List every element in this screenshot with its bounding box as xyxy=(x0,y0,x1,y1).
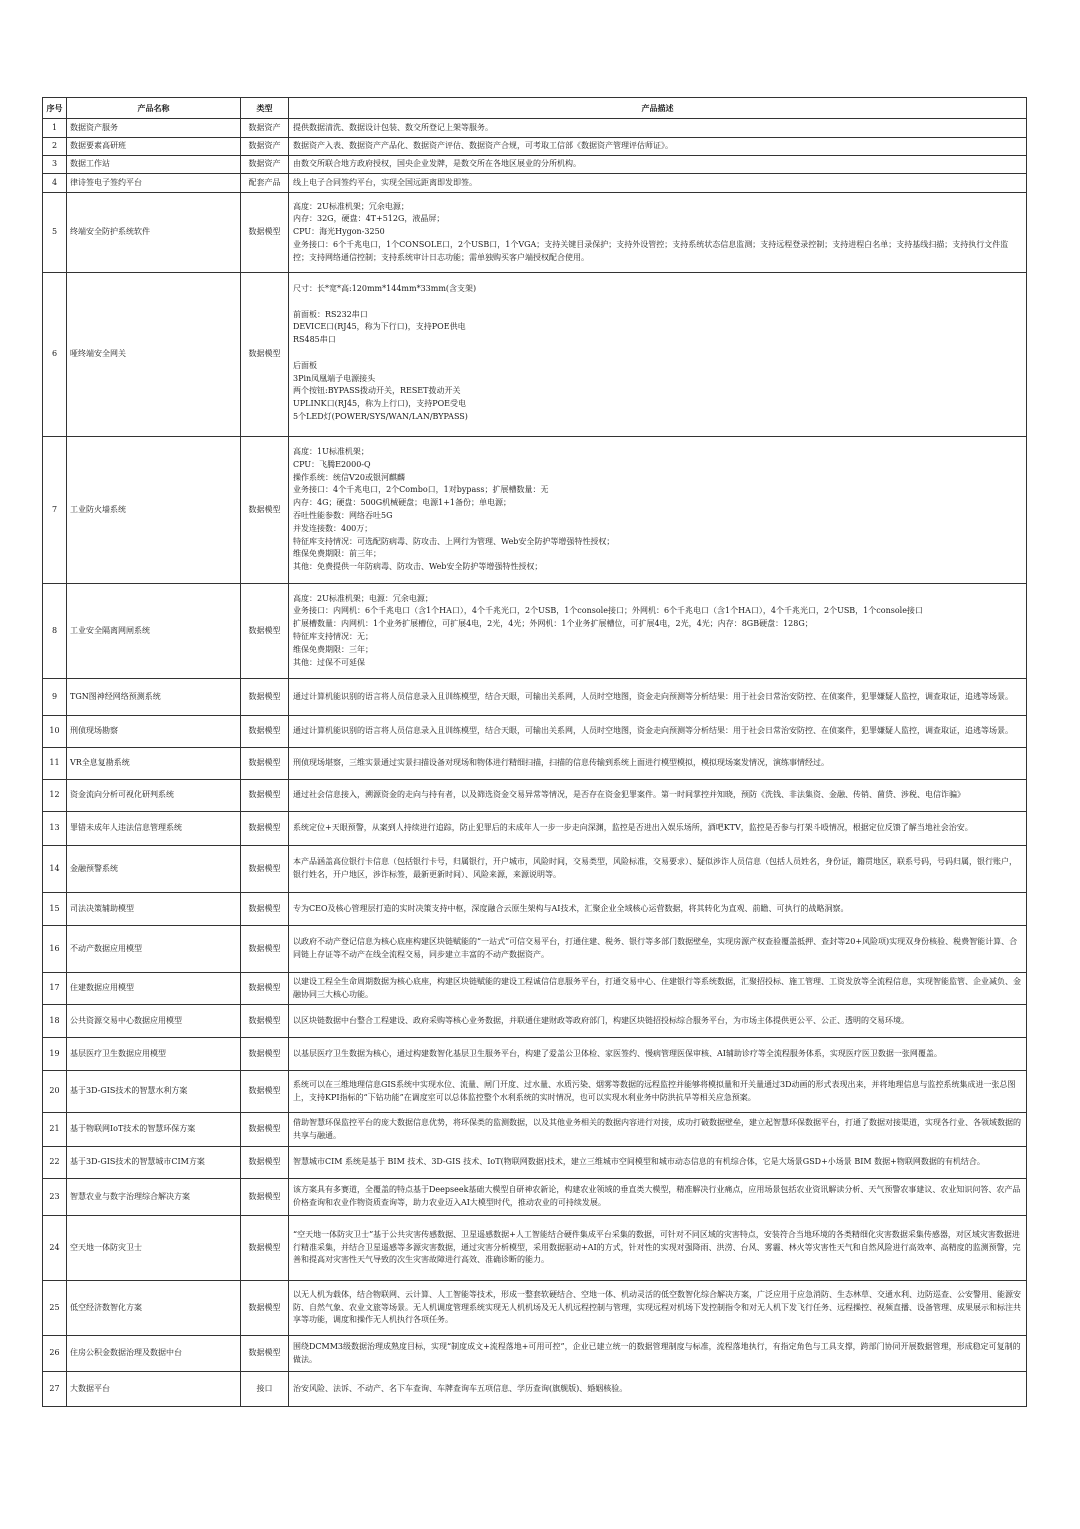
table-row xyxy=(43,1005,1027,1038)
table-row xyxy=(43,437,1027,584)
header-index: 序号 xyxy=(43,98,67,119)
row-type: 数据模型 xyxy=(241,1071,289,1113)
row-product-name: 资金流向分析可视化研判系统 xyxy=(67,780,241,812)
row-type: 数据资产 xyxy=(241,156,289,174)
row-index: 14 xyxy=(43,846,67,893)
row-description: 借助智慧环保监控平台的庞大数据信息优势，将环保类的监测数据，以及其他业务相关的数据内容进行对接，成功打破数据壁垒，建立起智慧环保数据平台，打通了数据对接渠道，实现各行业、各领域数据的共享与融通。 xyxy=(289,1113,1027,1147)
row-index: 4 xyxy=(43,174,67,193)
row-index: 2 xyxy=(43,138,67,156)
table-row xyxy=(43,1372,1027,1407)
row-type: 数据模型 xyxy=(241,748,289,780)
row-type: 数据模型 xyxy=(241,780,289,812)
row-description: 通过计算机能识别的语言将人员信息录入且训练模型，结合天眼，可输出关系网，人员时空地图，资金走向预测等分析结果：用于社会日常治安防控、在侦案件，犯罪嫌疑人监控，调查取证，追逃等场景。 xyxy=(289,716,1027,748)
table-row xyxy=(43,1147,1027,1179)
row-index: 19 xyxy=(43,1038,67,1071)
row-product-name: 律诗签电子签约平台 xyxy=(67,174,241,193)
row-type: 数据模型 xyxy=(241,1005,289,1038)
table-row xyxy=(43,138,1027,156)
row-product-name: 工业防火墙系统 xyxy=(67,437,241,584)
row-product-name: 不动产数据应用模型 xyxy=(67,926,241,973)
table-header-row xyxy=(43,98,1027,119)
row-index: 15 xyxy=(43,893,67,926)
row-type: 数据模型 xyxy=(241,1281,289,1336)
table-row xyxy=(43,193,1027,273)
row-type: 数据模型 xyxy=(241,1038,289,1071)
table-row xyxy=(43,119,1027,138)
row-index: 7 xyxy=(43,437,67,584)
row-description: 以无人机为载体，结合物联网、云计算、人工智能等技术，形成一整套软硬结合、空地一体、机动灵活的低空数智化综合解决方案，广泛应用于应急消防、生态林草、交通水利、边防巡查、公安警用、能源安防、自然气象、农业文旅等场景。无人机调度管理系统实现无人机机场及无人机远程控制与管理，实现远程对机场下发控制指令和对无人机下发飞行任务、远程操控、视频直播、设备管理、成果展示和标注共享等功能，调度和操作无人机执行各项任务。 xyxy=(289,1281,1027,1336)
header-product-name: 产品名称 xyxy=(67,98,241,119)
row-index: 20 xyxy=(43,1071,67,1113)
row-description: 高度：2U标准机架；冗余电源； 内存：32G，硬盘：4T+512G，液晶屏； CPU：海光Hygon-3250 业务接口：6个千兆电口，1个CONSOLE口，2个USB口，1个VGA；支持关键目录保护；支持外设管控；支持系统状态信息监测；支持远程登录控制；支持进程白名单；支持基线扫描；支持执行文件监控；支持网络通信控制；支持系统审计日志功能；需单独购买客户端授权配合使用。 xyxy=(289,193,1027,273)
table-row xyxy=(43,1281,1027,1336)
row-type: 数据模型 xyxy=(241,679,289,716)
product-table-document xyxy=(42,97,1026,1407)
row-description: 本产品涵盖高位银行卡信息（包括银行卡号，归属银行，开户城市，风险时间，交易类型，风险标准，交易要求）、疑似涉诈人员信息（包括人员姓名，身份证，籍贯地区，联系号码，号码归属，银行账户，银行姓名，开户地区，涉诈标签，最新更新时间）、风险来源，来源说明等。 xyxy=(289,846,1027,893)
row-description: 通过计算机能识别的语言将人员信息录入且训练模型，结合天眼，可输出关系网，人员时空地图，资金走向预测等分析结果：用于社会日常治安防控、在侦案件，犯罪嫌疑人监控，调查取证，追逃等场景。 xyxy=(289,679,1027,716)
row-index: 12 xyxy=(43,780,67,812)
row-description: 以区块链数据中台整合工程建设、政府采购等核心业务数据，并联通住建财政等政府部门，构建区块链招投标综合服务平台，为市场主体提供更公平、公正、透明的交易环境。 xyxy=(289,1005,1027,1038)
table-row xyxy=(43,156,1027,174)
table-row xyxy=(43,273,1027,437)
row-product-name: 住建数据应用模型 xyxy=(67,973,241,1005)
table-row xyxy=(43,174,1027,193)
row-product-name: 基于3D-GIS技术的智慧水利方案 xyxy=(67,1071,241,1113)
row-type: 配套产品 xyxy=(241,174,289,193)
row-description: 智慧城市CIM 系统是基于 BIM 技术、3D-GIS 技术、IoT(物联网数据)技术，建立三维城市空间模型和城市动态信息的有机综合体，它是大场景GSD+小场景 BIM 数据+物联网数据的有机结合。 xyxy=(289,1147,1027,1179)
header-type: 类型 xyxy=(241,98,289,119)
row-description: 以基层医疗卫生数据为核心，通过构建数智化基层卫生服务平台，构建了爱盖公卫体检、家医签约、慢病管理医保审核、AI辅助诊疗等全流程服务体系，实现医疗医卫数据一张网覆盖。 xyxy=(289,1038,1027,1071)
row-index: 6 xyxy=(43,273,67,437)
row-description: 通过社会信息接入，溯源资金的走向与持有者，以及筛选资金交易异常等情况，是否存在资金犯罪案件。第一时间掌控并知晓，预防《洗钱、非法集资、金融、传销、菌贷、涉税、电信诈骗》 xyxy=(289,780,1027,812)
row-product-name: 哑终端安全网关 xyxy=(67,273,241,437)
row-product-name: 公共资源交易中心数据应用模型 xyxy=(67,1005,241,1038)
row-product-name: 空天地一体防灾卫士 xyxy=(67,1216,241,1281)
row-type: 接口 xyxy=(241,1372,289,1407)
row-description: 高度：2U标准机架；电源：冗余电源； 业务接口：内网机：6个千兆电口（含1个HA口），4个千兆光口，2个USB，1个console接口；外网机：6个千兆电口（含1个HA口），4个千兆光口，2个USB，1个console接口 扩展槽数量：内网机：1个业务扩展槽位，可扩展4电，2光，4光；外网机：1个业务扩展槽位，可扩展4电，2光，4光；内存：8GB硬盘：128G； 特征库支持情况：无； 维保免费期限：三年； 其他：过保不可延保 xyxy=(289,584,1027,679)
header-description: 产品描述 xyxy=(289,98,1027,119)
row-index: 24 xyxy=(43,1216,67,1281)
row-product-name: 住房公积金数据治理及数据中台 xyxy=(67,1336,241,1372)
row-type: 数据模型 xyxy=(241,193,289,273)
table-row xyxy=(43,1216,1027,1281)
row-description: 尺寸：长*宽*高:120mm*144mm*33mm(含支架) 前面板：RS232串口 DEVICE口(RJ45，称为下行口)，支持POE供电 RS485串口 后面板 3Pin凤凰端子电源接头 两个按钮:BYPASS拨动开关，RESET拨动开关 UPLINK口(RJ45，称为上行口)，支持POE受电 5个LED灯(POWER/SYS/WAN/LAN/BYPASS) xyxy=(289,273,1027,437)
row-index: 10 xyxy=(43,716,67,748)
table-row xyxy=(43,584,1027,679)
row-product-name: 终端安全防护系统软件 xyxy=(67,193,241,273)
row-product-name: 数据工作站 xyxy=(67,156,241,174)
row-type: 数据模型 xyxy=(241,1216,289,1281)
row-description: 系统可以在三维地理信息GIS系统中实现水位、流量、闸门开度、过水量、水质污染、烟雾等数据的远程监控并能够将模拟量和开关量通过3D动画的形式表现出来，并将地理信息与监控系统集成进一张总图上，支持KPI指标的“下钻功能”在调度室可以总体监控整个水利系统的实时情况，也可以实现水利业务中防洪抗旱等相关应急预案。 xyxy=(289,1071,1027,1113)
row-type: 数据模型 xyxy=(241,437,289,584)
table-row xyxy=(43,1336,1027,1372)
table-row xyxy=(43,780,1027,812)
table-row xyxy=(43,1038,1027,1071)
row-index: 1 xyxy=(43,119,67,138)
row-description: 该方案具有多赛道，全覆盖的特点基于Deepseek基础大模型自研神农新论，构建农业领域的垂直类大模型，精准解决行业痛点，应用场景包括农业资讯解读分析、天气预警农事建议、农业知识问答、农产品价格查询和农业作物资质查询等，助力农业迈入AI大模型时代，推动农业的可持续发展。 xyxy=(289,1179,1027,1216)
table-row xyxy=(43,926,1027,973)
row-description: 以建设工程全生命周期数据为核心底座，构建区块链赋能的建设工程诚信信息服务平台，打通交易中心、住建银行等系统数据，汇聚招投标、施工管理、工资发放等全流程信息，实现智能监管、企业减负、金融协同三大核心功能。 xyxy=(289,973,1027,1005)
row-description: 治安风险、法诉、不动产、名下车查询、车牌查询车五项信息、学历查询(旗舰版)、婚姻核验。 xyxy=(289,1372,1027,1407)
row-type: 数据模型 xyxy=(241,1179,289,1216)
row-type: 数据资产 xyxy=(241,119,289,138)
row-description: 刑侦现场堪察，三维实景通过实景扫描设备对现场和物体进行精细扫描，扫描的信息传输到系统上面进行模型模拟，模拟现场案发情况，演练事情经过。 xyxy=(289,748,1027,780)
row-product-name: 基于物联网IoT技术的智慧环保方案 xyxy=(67,1113,241,1147)
row-product-name: VR全息复勘系统 xyxy=(67,748,241,780)
row-index: 21 xyxy=(43,1113,67,1147)
row-type: 数据模型 xyxy=(241,273,289,437)
table-row xyxy=(43,1113,1027,1147)
product-table xyxy=(42,97,1027,1407)
row-index: 23 xyxy=(43,1179,67,1216)
row-index: 22 xyxy=(43,1147,67,1179)
row-product-name: 数据要素高研班 xyxy=(67,138,241,156)
row-description: 系统定位+天眼预警，从案到人持续进行追踪，防止犯罪后的未成年人一步一步走向深渊，监控是否进出入娱乐场所，酒吧KTV，监控是否参与打架斗殴情况，根据定位反馈了解当地社会治安。 xyxy=(289,812,1027,846)
table-row xyxy=(43,679,1027,716)
row-product-name: 刑侦现场勘察 xyxy=(67,716,241,748)
table-row xyxy=(43,716,1027,748)
row-product-name: TGN图神经网络预测系统 xyxy=(67,679,241,716)
row-product-name: 大数据平台 xyxy=(67,1372,241,1407)
row-index: 11 xyxy=(43,748,67,780)
row-product-name: 金融预警系统 xyxy=(67,846,241,893)
row-index: 13 xyxy=(43,812,67,846)
row-index: 3 xyxy=(43,156,67,174)
row-index: 17 xyxy=(43,973,67,1005)
table-row xyxy=(43,748,1027,780)
row-index: 18 xyxy=(43,1005,67,1038)
row-product-name: 基于3D-GIS技术的智慧城市CIM方案 xyxy=(67,1147,241,1179)
row-description: “空天地一体防灾卫士”基于公共灾害传感数据、卫星遥感数据+人工智能结合硬件集成平台采集的数据，可针对不同区域的灾害特点，安装符合当地环境的各类精细化灾害数据采集传感器，对区域灾害数据进行精准采集，并结合卫星遥感等多源灾害数据，通过灾害分析模型，采用数据驱动+AI的方式，针对性的实现对强降雨、洪涝、台风、雾霾、林火等灾害性天气和自然风险进行高效率、高精度的监测预警，完善和提高对灾害性天气导致的次生灾害故障进行高效、准确诊断的能力。 xyxy=(289,1216,1027,1281)
row-product-name: 数据资产服务 xyxy=(67,119,241,138)
row-type: 数据模型 xyxy=(241,1336,289,1372)
row-type: 数据模型 xyxy=(241,812,289,846)
table-row xyxy=(43,812,1027,846)
row-description: 专为CEO及核心管理层打造的实时决策支持中枢，深度融合云原生架构与AI技术，汇聚企业全域核心运营数据，将其转化为直观、前瞻、可执行的战略洞察。 xyxy=(289,893,1027,926)
table-row xyxy=(43,973,1027,1005)
table-row xyxy=(43,1179,1027,1216)
row-description: 以政府不动产登记信息为核心底座构建区块链赋能的“一站式”可信交易平台，打通住建、税务、银行等多部门数据壁垒，实现房源产权查验覆盖抵押、查封等20+风险项)实现双身份核验、税费智能计算、合同链上存证等不动产在线全流程交易，同步建立丰富的不动产数据资产。 xyxy=(289,926,1027,973)
row-type: 数据模型 xyxy=(241,1147,289,1179)
row-product-name: 司法决策辅助模型 xyxy=(67,893,241,926)
row-description: 由数交所联合地方政府授权，国央企业发牌，是数交所在各地区展业的分所机构。 xyxy=(289,156,1027,174)
row-type: 数据模型 xyxy=(241,893,289,926)
table-row xyxy=(43,893,1027,926)
row-type: 数据模型 xyxy=(241,926,289,973)
table-row xyxy=(43,846,1027,893)
row-type: 数据模型 xyxy=(241,973,289,1005)
row-type: 数据资产 xyxy=(241,138,289,156)
row-index: 9 xyxy=(43,679,67,716)
row-product-name: 智慧农业与数字治理综合解决方案 xyxy=(67,1179,241,1216)
row-index: 26 xyxy=(43,1336,67,1372)
row-index: 25 xyxy=(43,1281,67,1336)
row-product-name: 罪错未成年人违法信息管理系统 xyxy=(67,812,241,846)
row-type: 数据模型 xyxy=(241,1113,289,1147)
row-description: 提供数据清洗、数据设计包装、数交所登记上架等服务。 xyxy=(289,119,1027,138)
row-index: 16 xyxy=(43,926,67,973)
row-description: 高度：1U标准机架； CPU：飞腾E2000-Q 操作系统：统信V20或银河麒麟 业务接口：4个千兆电口，2个Combo口，1对bypass；扩展槽数量：无 内存：4G；硬盘：500G机械硬盘；电源1+1备份；单电源； 吞吐性能参数：网络吞吐5G 并发连接数：400万； 特征库支持情况：可选配防病毒、防攻击、上网行为管理、Web安全防护等增强特性授权； 维保免费期限：前三年； 其他：免费提供一年防病毒、防攻击、Web安全防护等增强特性授权； xyxy=(289,437,1027,584)
row-description: 线上电子合同签约平台，实现全国远距离即发即签。 xyxy=(289,174,1027,193)
row-description: 围绕DCMM3级数据治理成熟度目标，实现“制度成文+流程落地+可用可控”，企业已建立统一的数据管理制度与标准，流程落地执行，有指定角色与工具支撑，跨部门协同开展数据管理，形成稳定可复制的做法。 xyxy=(289,1336,1027,1372)
row-type: 数据模型 xyxy=(241,846,289,893)
row-index: 8 xyxy=(43,584,67,679)
row-product-name: 低空经济数智化方案 xyxy=(67,1281,241,1336)
row-type: 数据模型 xyxy=(241,584,289,679)
row-description: 数据资产入表、数据资产产品化、数据资产评估、数据资产合规，可考取工信部《数据资产管理评估师证》。 xyxy=(289,138,1027,156)
row-index: 27 xyxy=(43,1372,67,1407)
row-type: 数据模型 xyxy=(241,716,289,748)
table-row xyxy=(43,1071,1027,1113)
row-index: 5 xyxy=(43,193,67,273)
row-product-name: 基层医疗卫生数据应用模型 xyxy=(67,1038,241,1071)
row-product-name: 工业安全隔离网闸系统 xyxy=(67,584,241,679)
